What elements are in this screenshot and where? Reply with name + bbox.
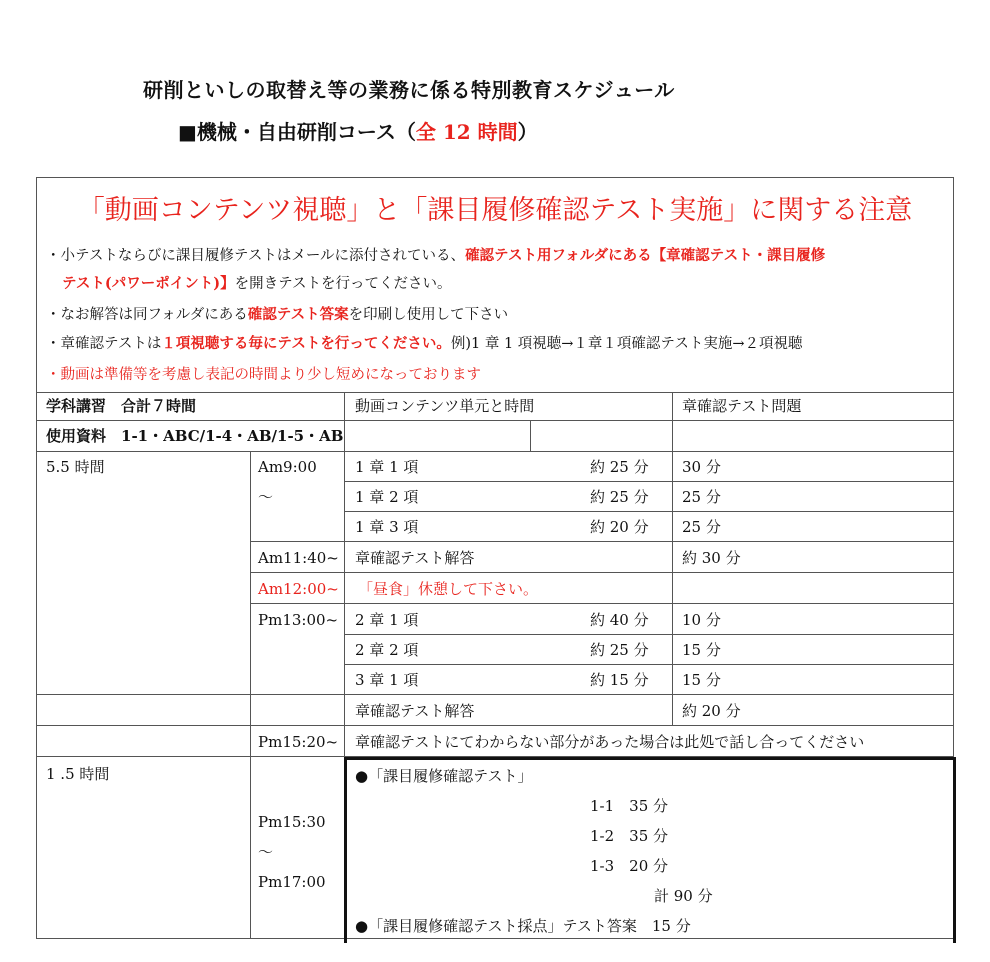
- time-pm1300: Pm13:00~: [258, 611, 339, 629]
- lunch-break: 「昼食」休憩して下さい。: [358, 580, 539, 598]
- notice-line-3-suffix: を印刷し使用して下さい: [348, 307, 509, 323]
- unit-test-time: 15 分: [682, 641, 721, 659]
- unit-time: 約 25 分: [590, 458, 649, 476]
- row-divider: [344, 634, 954, 635]
- notice-line-4-text: ・章確認テストは: [46, 336, 162, 352]
- time-pm1700: Pm17:00: [258, 873, 326, 891]
- block-2-duration: 1 .5 時間: [46, 765, 110, 783]
- notice-line-2-highlight: テスト(パワーポイント)】: [62, 275, 235, 292]
- header-chapter-test: 章確認テスト問題: [682, 397, 802, 415]
- column-divider: [344, 392, 345, 756]
- unit-test-time: 25 分: [682, 488, 721, 506]
- row-divider: [36, 392, 954, 393]
- row-divider: [250, 572, 954, 573]
- unit-label: 2 章 2 項: [355, 641, 419, 659]
- header-lecture-total: 学科講習 合計７時間: [46, 397, 197, 415]
- unit-label: 1 章 3 項: [355, 518, 419, 536]
- subtitle-prefix: ■機械・自由研削コース（: [178, 120, 416, 144]
- materials-used: 使用資料 1-1・ABC/1-4・AB/1-5・AB: [46, 427, 344, 445]
- notice-line-3: [46, 303, 508, 324]
- notice-line-1-text: ・小テストならびに課目履修テストはメールに添付されている、: [46, 248, 466, 264]
- row-divider: [36, 725, 954, 726]
- unit-label: 1 章 1 項: [355, 458, 419, 476]
- time-am0900: Am9:00: [258, 458, 317, 476]
- notice-line-5: ・動画は準備等を考慮し表記の時間より少し短めになっております: [46, 367, 481, 383]
- page-title: 研削といしの取替え等の業務に係る特別教育スケジュール: [143, 78, 675, 102]
- notice-line-4-suffix: 例)1 章 1 項視聴→１章１項確認テスト実施→２項視聴: [450, 336, 803, 352]
- answer-time: 約 30 分: [682, 549, 741, 567]
- row-divider: [250, 603, 954, 604]
- final-test-item: 1-2 35 分: [590, 827, 669, 845]
- row-divider: [344, 481, 954, 482]
- notice-line-3-text: ・なお解答は同フォルダにある: [46, 307, 248, 323]
- unit-test-time: 30 分: [682, 458, 721, 476]
- final-test-title: ●「課目履修確認テスト」: [355, 767, 533, 785]
- subtitle-suffix: ）: [517, 120, 538, 144]
- time-range-tilde: 〜: [258, 843, 274, 861]
- notice-line-2: [62, 272, 452, 293]
- unit-label: 1 章 2 項: [355, 488, 419, 506]
- unit-label: 2 章 1 項: [355, 611, 419, 629]
- final-test-item: 1-1 35 分: [590, 797, 669, 815]
- unit-label: 3 章 1 項: [355, 671, 419, 689]
- time-am1140: Am11:40~: [258, 549, 339, 567]
- final-test-total: 計 90 分: [654, 887, 713, 905]
- row-divider: [344, 664, 954, 665]
- subtitle-total-hours: 全 12 時間: [415, 120, 518, 144]
- row-divider: [36, 420, 954, 421]
- unit-test-time: 15 分: [682, 671, 721, 689]
- final-test-item: 1-3 20 分: [590, 857, 669, 875]
- notice-line-4-highlight: １項視聴する毎にテストを行ってください。: [161, 335, 451, 352]
- unit-test-time: 10 分: [682, 611, 721, 629]
- time-pm1530: Pm15:30: [258, 813, 326, 831]
- row-divider: [36, 451, 954, 452]
- unit-test-time: 25 分: [682, 518, 721, 536]
- header-video-units: 動画コンテンツ単元と時間: [355, 397, 535, 415]
- unit-time: 約 40 分: [590, 611, 649, 629]
- unit-time: 約 15 分: [590, 671, 649, 689]
- answer-label: 章確認テスト解答: [355, 702, 475, 720]
- notice-line-1-highlight: 確認テスト用フォルダにある【章確認テスト・課目履修: [465, 247, 826, 264]
- row-divider: [344, 511, 954, 512]
- column-divider: [530, 420, 531, 451]
- unit-time: 約 20 分: [590, 518, 649, 536]
- time-range-tilde: 〜: [258, 488, 274, 506]
- grading-note: ●「課目履修確認テスト採点」テスト答案 15 分: [355, 917, 691, 935]
- answer-time: 約 20 分: [682, 702, 741, 720]
- time-pm1520: Pm15:20~: [258, 733, 339, 751]
- row-divider: [36, 694, 954, 695]
- notice-line-3-highlight: 確認テスト答案: [247, 306, 349, 323]
- notice-heading: 「動画コンテンツ視聴」と「課目履修確認テスト実施」に関する注意: [77, 195, 913, 226]
- column-divider: [250, 451, 251, 939]
- row-divider: [250, 541, 954, 542]
- notice-line-2-text: を開きテストを行ってください。: [234, 276, 452, 292]
- notice-line-1: [46, 244, 825, 265]
- unit-time: 約 25 分: [590, 488, 649, 506]
- column-divider: [672, 392, 673, 725]
- unit-time: 約 25 分: [590, 641, 649, 659]
- answer-label: 章確認テスト解答: [355, 549, 475, 567]
- discussion-note: 章確認テストにてわからない部分があった場合は此処で話し合ってください: [355, 733, 865, 751]
- course-subtitle: [178, 116, 538, 145]
- block-1-duration: 5.5 時間: [46, 458, 105, 476]
- time-am1200: Am12:00~: [258, 580, 339, 598]
- notice-line-4: [46, 332, 803, 353]
